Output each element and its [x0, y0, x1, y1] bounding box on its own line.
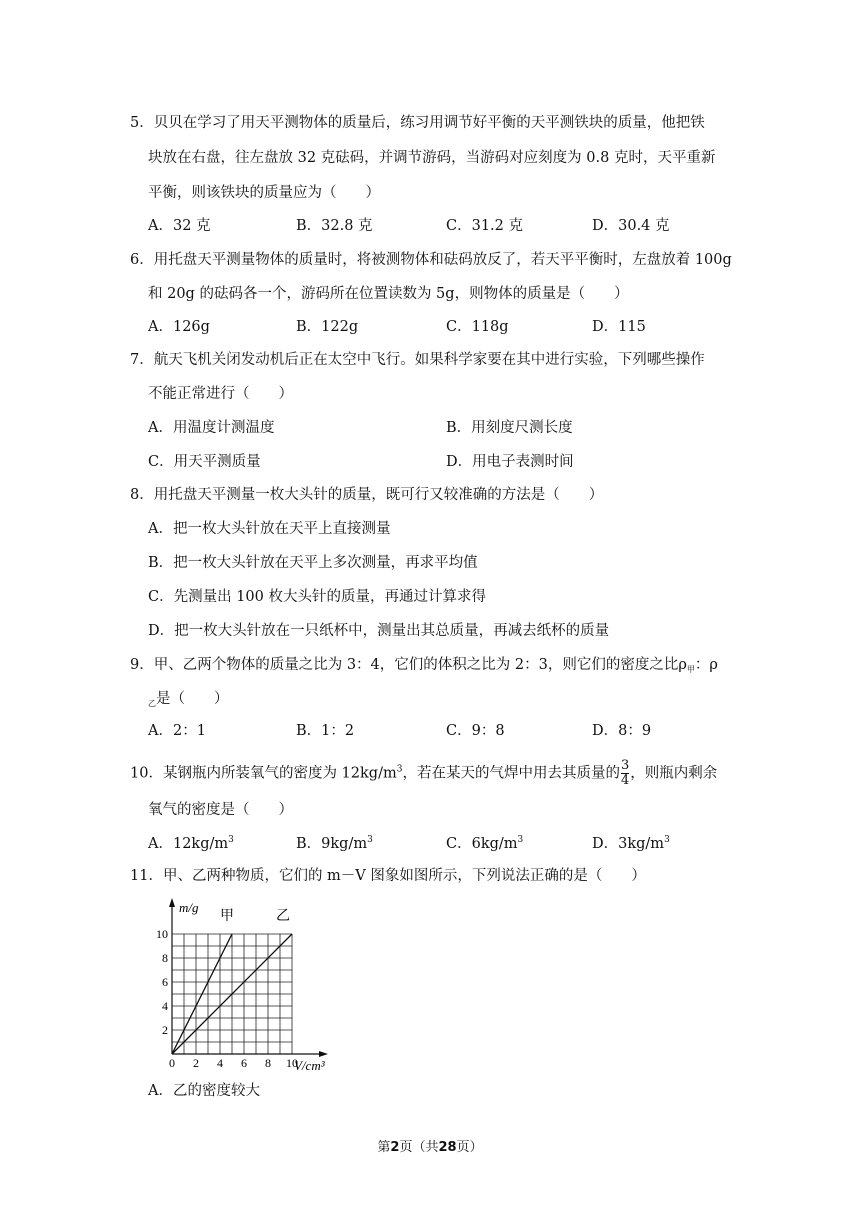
q5-line-1: 5．贝贝在学习了用天平测物体的质量后，练习用调节好平衡的天平测铁块的质量，他把铁	[130, 115, 705, 131]
current-page-number: 2	[390, 1140, 400, 1155]
page-footer: 第2页（共28页）	[377, 1140, 483, 1155]
q9-line-1: 9．甲、乙两个物体的质量之比为 3：4，它们的体积之比为 2：3，则它们的密度之比$\rho_甲$：ρ	[130, 657, 718, 674]
q7-option-d: D．用电子表测时间	[446, 454, 574, 470]
y-axis-label: m/g	[179, 900, 199, 915]
q5-option-d: D．30.4 克	[592, 218, 670, 234]
q11-option-a: A．乙的密度较大	[148, 1083, 260, 1099]
x-tick-label: 6	[241, 1056, 247, 1070]
q8-option-c: C．先测量出 100 枚大头针的质量，再通过计算求得	[148, 589, 486, 605]
m-v-chart	[150, 896, 340, 1076]
series-label-jia: 甲	[220, 909, 234, 924]
x-axis-label: V/cm³	[294, 1058, 325, 1073]
q5-line-3: 平衡，则该铁块的质量应为（ ）	[148, 185, 380, 201]
q7-option-a: A．用温度计测温度	[148, 420, 275, 436]
total-pages-number: 28	[438, 1140, 457, 1155]
q10-option-b: B．$9kg/m^3$	[296, 835, 373, 852]
y-tick-label: 6	[162, 975, 168, 989]
q6-option-d: D．115	[592, 319, 646, 335]
y-tick-label: 4	[162, 999, 168, 1013]
q10-option-c: C．$6kg/m^3$	[446, 835, 524, 852]
y-tick-label: 2	[162, 1023, 168, 1037]
q5-line-2: 块放在右盘，往左盘放 32 克砝码，并调节游码，当游码对应刻度为 0.8 克时，天平重新	[148, 150, 716, 166]
q9-option-a: A．2：1	[148, 723, 206, 739]
q9-option-d: D．8：9	[592, 723, 652, 739]
q7-option-b: B．用刻度尺测长度	[446, 420, 573, 436]
q8-line-1: 8．用托盘天平测量一枚大头针的质量，既可行又较准确的方法是（ ）	[130, 487, 604, 503]
x-axis-arrow	[319, 1051, 328, 1057]
q10-line-1: 10．某钢瓶内所装氧气的密度为 $12kg/m^3$，若在某天的气焊中用去其质量的 $\frac{3}{4}$ ，则瓶内剩余	[130, 758, 718, 788]
q6-line-2: 和 20g 的砝码各一个，游码所在位置读数为 5g，则物体的质量是（ ）	[148, 286, 629, 302]
y-tick-label: 8	[162, 951, 168, 965]
x-tick-label: 4	[217, 1056, 223, 1070]
series-label-yi: 乙	[276, 909, 290, 924]
q7-line-1: 7．航天飞机关闭发动机后正在太空中飞行。如果科学家要在其中进行实验，下列哪些操作	[130, 352, 705, 368]
q11-line-1: 11．甲、乙两种物质，它们的 m－V 图象如图所示，下列说法正确的是（ ）	[130, 868, 646, 884]
q5-option-b: B．32.8 克	[296, 218, 373, 234]
q9-option-b: B．1：2	[296, 723, 355, 739]
q8-option-a: A．把一枚大头针放在天平上直接测量	[148, 521, 391, 537]
q8-option-b: B．把一枚大头针放在天平上多次测量，再求平均值	[148, 555, 478, 571]
q9-line-2: $_乙$是（ ）	[148, 691, 229, 708]
q7-line-2: 不能正常进行（ ）	[148, 386, 293, 402]
q10-option-a: A．$12kg/m^3$	[148, 835, 234, 852]
q10-option-d: D．$3kg/m^3$	[592, 835, 670, 852]
y-axis-arrow	[169, 898, 175, 907]
x-tick-label: 10	[286, 1056, 298, 1070]
q6-option-c: C．118g	[446, 319, 509, 335]
q6-line-1: 6．用托盘天平测量物体的质量时，将被测物体和砝码放反了，若天平平衡时，左盘放着 100g	[130, 252, 732, 268]
q7-option-c: C．用天平测质量	[148, 454, 261, 470]
q8-option-d: D．把一枚大头针放在一只纸杯中，测量出其总质量，再减去纸杯的质量	[148, 623, 610, 639]
q9-option-c: C．9：8	[446, 723, 505, 739]
q5-option-a: A．32 克	[148, 218, 211, 234]
q10-line-2: 氧气的密度是（ ）	[148, 802, 293, 818]
fraction-three-quarters: $\frac{3}{4}$	[620, 758, 630, 788]
q6-option-b: B．122g	[296, 319, 359, 335]
x-tick-label: 0	[169, 1056, 175, 1070]
q6-option-a: A．126g	[148, 319, 210, 335]
x-tick-label: 2	[193, 1056, 199, 1070]
y-tick-label: 10	[156, 927, 168, 941]
q5-option-c: C．31.2 克	[446, 218, 523, 234]
x-tick-label: 8	[265, 1056, 271, 1070]
